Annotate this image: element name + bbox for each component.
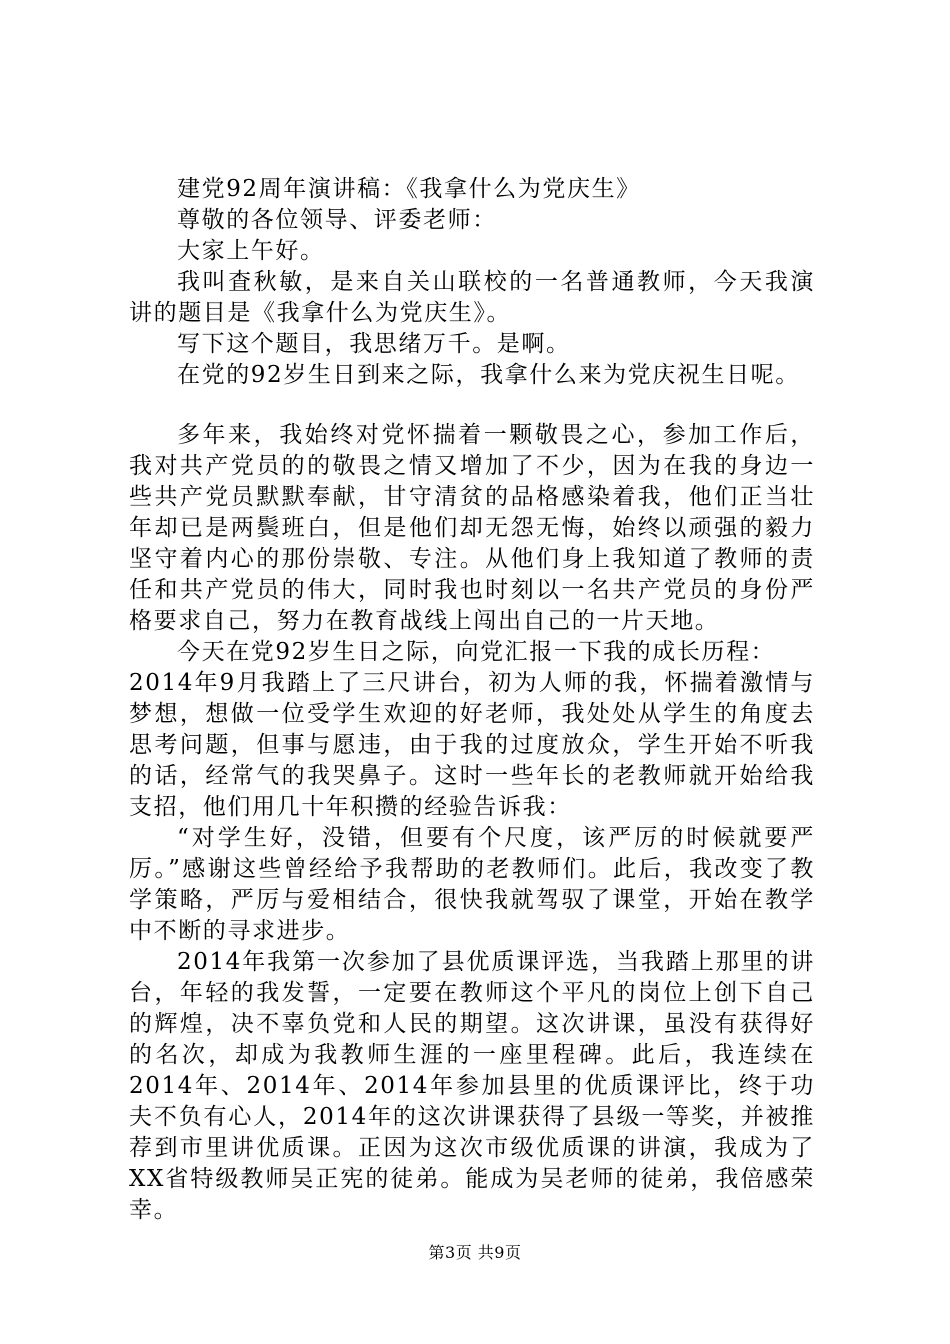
greeting: 大家上午好。 [177, 238, 325, 264]
paragraph-question: 在党的92岁生日到来之际，我拿什么来为党庆祝生日呢。 [177, 362, 800, 388]
paragraph-report: 今天在党92岁生日之际，向党汇报一下我的成长历程： [177, 639, 776, 665]
salutation: 尊敬的各位领导、评委老师： [177, 207, 497, 233]
paragraph-competition: 2014年我第一次参加了县优质课评选，当我踏上那里的讲台，年轻的我发誓，一定要在教师这个平凡的岗位上创下自己的辉煌，决不辜负党和人民的期望。这次讲课，虽没有获得好的名次，却成为我教师生涯的一座里程碑。此后，我连续在2014年、2014年、2014年参加县里的优质课评比，终于功夫不负有心人，2014年的这次讲课获得了县级一等奖，并被推荐到市里讲优质课。正因为这次市级优质课的讲演，我成为了XX省特级教师吴正宪的徒弟。能成为吴老师的徒弟，我倍感荣幸。 [129, 949, 815, 1223]
paragraph-advice: “对学生好，没错，但要有个尺度，该严厉的时候就要严厉。”感谢这些曾经给予我帮助的老教师们。此后，我改变了教学策略，严厉与爱相结合，很快我就驾驭了课堂，开始在教学中不断的寻求进步。 [129, 825, 815, 944]
paragraph-topic: 写下这个题目，我思绪万千。是啊。 [177, 331, 571, 357]
title-line: 建党92周年演讲稿：《我拿什么为党庆生》 [177, 176, 641, 202]
paragraph-intro: 我叫査秋敏，是来自关山联校的一名普通教师，今天我演讲的题目是《我拿什么为党庆生》。 [129, 269, 815, 326]
paragraph-reverence: 多年来，我始终对党怀揣着一颗敬畏之心，参加工作后，我对共产党员的的敬畏之情又增加了不少，因为在我的身边一些共产党员默默奉献，甘守清贫的品格感染着我，他们正当壮年却已是两鬓班白，但是他们却无怨无悔，始终以顽强的毅力坚守着内心的那份崇敬、专注。从他们身上我知道了教师的责任和共产党员的伟大，同时我也时刻以一名共产党员的身份严格要求自己，努力在教育战线上闯出自己的一片天地。 [129, 422, 815, 634]
page-number: 第3页 共9页 [428, 1243, 522, 1262]
document-body [129, 174, 815, 1226]
paragraph-first-year: 2014年9月我踏上了三尺讲台，初为人师的我，怀揣着激情与梦想，想做一位受学生欢迎的好老师，我处处从学生的角度去思考问题，但事与愿违，由于我的过度放众，学生开始不听我的话，经常气的我哭鼻子。这时一些年长的老教师就开始给我支招，他们用几十年积攒的经验告诉我： [129, 670, 815, 820]
